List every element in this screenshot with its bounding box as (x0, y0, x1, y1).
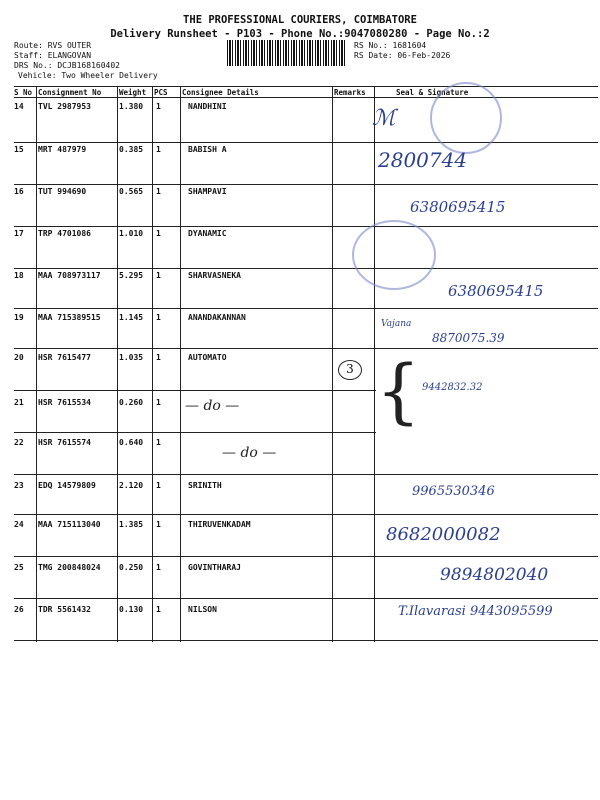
signature-phone: 6380695415 (448, 282, 544, 300)
row-weight: 1.145 (119, 313, 144, 322)
col-divider (152, 86, 153, 642)
row-rule (14, 226, 598, 227)
table-top-rule (14, 86, 598, 87)
col-header-pcs: PCS (154, 88, 168, 97)
row-consignee: AUTOMATO (188, 353, 227, 362)
row-pcs: 1 (156, 271, 161, 280)
row-consignee: GOVINTHARAJ (188, 563, 241, 572)
row-pcs: 1 (156, 520, 161, 529)
row-sno: 14 (14, 102, 24, 111)
signature-name-phone: T.Ilavarasi 9443095599 (398, 604, 553, 619)
row-sno: 23 (14, 481, 24, 490)
row-consignment: HSR 7615534 (38, 398, 91, 407)
row-pcs: 1 (156, 102, 161, 111)
signature-mark: ℳ (372, 106, 396, 131)
row-consignment: MAA 715389515 (38, 313, 101, 322)
rs-info (354, 41, 450, 61)
drs-text: DRS No.: DCJB168160402 (14, 61, 120, 70)
row-weight: 1.385 (119, 520, 144, 529)
row-consignee: NANDHINI (188, 102, 227, 111)
col-divider (332, 86, 333, 642)
document-title: THE PROFESSIONAL COURIERS, COIMBATORE (183, 14, 417, 26)
route-info (14, 41, 158, 81)
col-divider (117, 86, 118, 642)
courier-seal-stamp (352, 220, 436, 290)
row-consignee: DYANAMIC (188, 229, 227, 238)
col-header-consignee: Consignee Details (182, 88, 259, 97)
ditto-mark: — do — (185, 398, 240, 414)
row-consignment: TDR 5561432 (38, 605, 91, 614)
row-pcs: 1 (156, 481, 161, 490)
row-pcs: 1 (156, 353, 161, 362)
staff-text: Staff: ELANGOVAN (14, 51, 92, 60)
row-consignment: TVL 2987953 (38, 102, 91, 111)
row-weight: 2.120 (119, 481, 144, 490)
row-rule (14, 514, 598, 515)
row-pcs: 1 (156, 398, 161, 407)
ditto-mark: — do — (222, 445, 277, 461)
document-subtitle: Delivery Runsheet - P103 - Phone No.:9047080280 - Page No.:2 (110, 28, 490, 40)
signature-phone: 6380695415 (410, 198, 506, 216)
col-header-remarks: Remarks (334, 88, 366, 97)
table-bottom-rule (14, 640, 598, 641)
row-rule (14, 308, 598, 309)
row-sno: 26 (14, 605, 24, 614)
col-header-consignment: Consignment No (38, 88, 102, 97)
rs-date: RS Date: 06-Feb-2026 (354, 51, 451, 60)
route-text: Route: RVS OUTER (14, 41, 92, 50)
row-rule (14, 184, 598, 185)
row-consignee: ANANDAKANNAN (188, 313, 246, 322)
row-pcs: 1 (156, 187, 161, 196)
row-consignment: TUT 994690 (38, 187, 87, 196)
group-brace: { (376, 350, 421, 432)
col-header-weight: Weight (119, 88, 147, 97)
row-weight: 1.380 (119, 102, 144, 111)
row-sno: 21 (14, 398, 24, 407)
row-consignment: MAA 708973117 (38, 271, 101, 280)
header-bottom-rule (14, 97, 598, 98)
row-consignment: TRP 4701086 (38, 229, 91, 238)
row-weight: 0.250 (119, 563, 144, 572)
row-rule (14, 556, 598, 557)
row-sno: 20 (14, 353, 24, 362)
row-rule (14, 390, 376, 391)
row-sno: 18 (14, 271, 24, 280)
row-consignee: BABISH A (188, 145, 227, 154)
row-rule (14, 474, 598, 475)
signature-phone: 2800744 (378, 148, 468, 172)
row-consignment: EDQ 14579809 (38, 481, 96, 490)
signature-phone: 9894802040 (440, 565, 549, 585)
row-consignee: SHAMPAVI (188, 187, 227, 196)
row-weight: 1.035 (119, 353, 144, 362)
row-consignment: TMG 200848024 (38, 563, 101, 572)
row-weight: 1.010 (119, 229, 144, 238)
rs-number: RS No.: 1681604 (354, 41, 427, 50)
col-divider (36, 86, 37, 642)
row-rule (14, 268, 598, 269)
row-consignment: MRT 487979 (38, 145, 87, 154)
remark-count: 3 (338, 360, 362, 380)
row-consignment: HSR 7615477 (38, 353, 91, 362)
row-weight: 0.385 (119, 145, 144, 154)
row-pcs: 1 (156, 438, 161, 447)
row-pcs: 1 (156, 145, 161, 154)
signature-phone: 8870075.39 (432, 331, 505, 345)
row-rule (14, 598, 598, 599)
row-weight: 0.260 (119, 398, 144, 407)
row-sno: 15 (14, 145, 24, 154)
signature-phone: 8682000082 (386, 524, 501, 545)
col-divider (180, 86, 181, 642)
col-divider (374, 86, 375, 642)
row-sno: 19 (14, 313, 24, 322)
row-pcs: 1 (156, 605, 161, 614)
row-sno: 22 (14, 438, 24, 447)
signature-phone: 9965530346 (412, 484, 495, 499)
row-rule (14, 348, 598, 349)
row-rule (14, 142, 598, 143)
row-sno: 17 (14, 229, 24, 238)
row-sno: 25 (14, 563, 24, 572)
barcode (227, 40, 345, 66)
signature-name: Vajana (381, 319, 412, 329)
courier-seal-stamp (430, 82, 502, 154)
col-header-sno: S No (14, 88, 33, 97)
row-consignment: MAA 715113040 (38, 520, 101, 529)
row-weight: 0.130 (119, 605, 144, 614)
row-consignment: HSR 7615574 (38, 438, 91, 447)
row-pcs: 1 (156, 229, 161, 238)
col-header-seal-signature: Seal & Signature (396, 88, 469, 97)
row-rule (14, 432, 376, 433)
row-weight: 0.640 (119, 438, 144, 447)
signature-phone: 9442832.32 (422, 382, 483, 393)
row-consignee: THIRUVENKADAM (188, 520, 251, 529)
row-sno: 24 (14, 520, 24, 529)
row-sno: 16 (14, 187, 24, 196)
row-weight: 5.295 (119, 271, 144, 280)
row-consignee: NILSON (188, 605, 217, 614)
row-consignee: SHARVASNEKA (188, 271, 241, 280)
vehicle-text: Vehicle: Two Wheeler Delivery (18, 71, 158, 80)
row-pcs: 1 (156, 313, 161, 322)
row-pcs: 1 (156, 563, 161, 572)
row-weight: 0.565 (119, 187, 144, 196)
row-consignee: SRINITH (188, 481, 222, 490)
